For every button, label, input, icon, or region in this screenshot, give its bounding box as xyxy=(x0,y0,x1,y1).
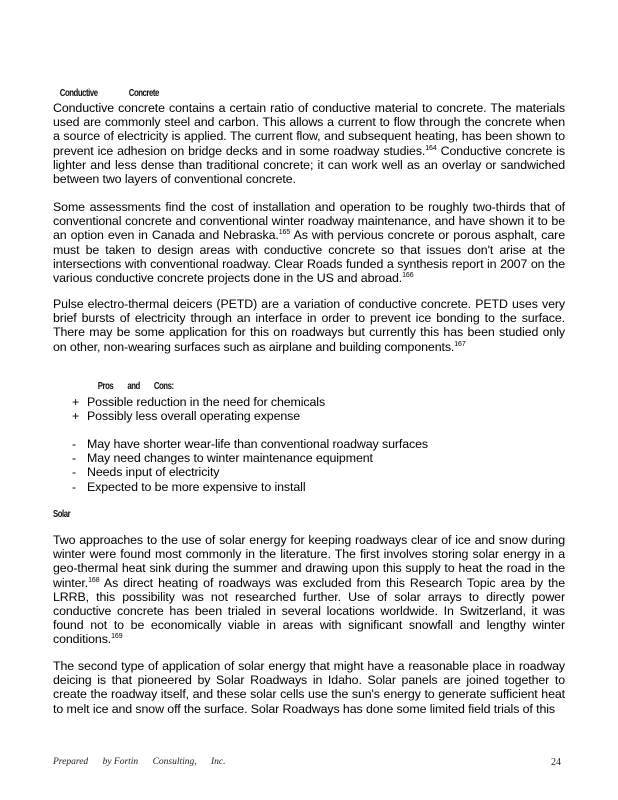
heading-word: and xyxy=(127,381,140,392)
footer-word: by Fortin xyxy=(102,757,139,767)
con-item-text: May have shorter wear-life than conventional roadway surfaces xyxy=(87,437,429,451)
plus-marker: + xyxy=(72,395,80,409)
footnote-ref[interactable]: 164 xyxy=(425,144,437,152)
heading-word: Concrete xyxy=(128,88,159,99)
con-item-text: Expected to be more expensive to install xyxy=(87,479,306,494)
con-item xyxy=(72,437,428,451)
paragraph-conductive-intro xyxy=(53,101,565,186)
minus-marker: - xyxy=(72,479,77,494)
pros-list xyxy=(72,395,325,423)
paragraph-text: Conductive concrete contains a certain ratio of conductive material to concrete. The materials used are commonly steel and carbon. This allows a current to flow through the concrete when a source of electricity is applied. The current flow, and subsequent heating, has been shown to prevent ice adhesion on bridge decks and in some roadway studies. xyxy=(53,101,565,158)
page-number: 24 xyxy=(551,757,561,768)
paragraph-text: The second type of application of solar energy that might have a reasonable place in roadway deicing is that pioneered by Solar Roadways in Idaho. Solar panels are joined together to create the roadway itself, and these solar cells use the sun's energy to generate sufficient heat to melt ice and snow off the surface. Solar Roadways has done some limited field trials of this xyxy=(53,659,565,716)
paragraph-solar-roadways xyxy=(53,659,565,716)
footnote-ref[interactable]: 166 xyxy=(402,271,414,279)
paragraph-conductive-cost xyxy=(53,200,565,285)
footnote-ref[interactable]: 165 xyxy=(278,229,291,237)
footnote-ref[interactable]: 169 xyxy=(111,633,123,641)
paragraph-text: Pulse electro-thermal deicers (PETD) are a variation of conductive concrete. PETD uses very brief bursts of electricity through an interface in order to prevent ice bonding to the surface. There may be some application for this on roadways but currently this has been studied only on other, non-wearing surfaces such as airplane and building components. xyxy=(53,297,565,354)
minus-marker: - xyxy=(72,451,77,466)
footer-word: Consulting, xyxy=(152,757,197,767)
plus-marker: + xyxy=(72,409,80,424)
heading-word: Cons: xyxy=(153,381,174,392)
heading-word: Pros xyxy=(97,381,114,392)
con-item-text: May need changes to winter maintenance equipment xyxy=(87,451,373,466)
con-item xyxy=(72,480,428,494)
footer-word: Inc. xyxy=(211,757,226,767)
cons-list xyxy=(72,437,428,494)
footer-attribution xyxy=(53,757,238,767)
heading-word: Conductive xyxy=(59,88,98,99)
paragraph-text: As direct heating of roadways was excluded from this Research Topic area by the LRRB, this possibility was not researched further. Use of solar arrays to directly power conductive concrete has been trialed in several locations worldwide. In Switzerland, it was found not to be economically viable in areas with significant snowfall and lengthy winter conditions. xyxy=(53,575,565,647)
footer-word: Prepared xyxy=(53,757,89,767)
paragraph-text: As with pervious concrete or porous asphalt, care must be taken to design areas with conductive concrete so that issues don't arise at the intersections with conventional roadway. Clear Roads funded a synthesis report in 2007 on the various conductive concrete projects done in the US and abroad. xyxy=(53,228,565,286)
minus-marker: - xyxy=(72,437,77,451)
pro-item-text: Possible reduction in the need for chemicals xyxy=(87,395,326,409)
minus-marker: - xyxy=(72,465,77,480)
paragraph-solar-approaches xyxy=(53,533,565,647)
paragraph-text: Conductive concrete is lighter and less dense than traditional concrete; it can work well as an overlay or sandwiched between two layers of conventional concrete. xyxy=(53,143,565,187)
footnote-ref[interactable]: 167 xyxy=(454,340,466,348)
footnote-ref[interactable]: 168 xyxy=(88,576,100,584)
con-item xyxy=(72,451,428,465)
pro-item xyxy=(72,409,325,423)
pro-item xyxy=(72,395,325,409)
section-heading-solar: Solar xyxy=(53,509,71,520)
con-item-text: Needs input of electricity xyxy=(87,465,220,480)
paragraph-text: Two approaches to the use of solar energy for keeping roadways clear of ice and snow during winter were found most commonly in the literature. The first involves storing solar energy in a geo-thermal heat sink during the summer and drawing upon this supply to heat the road in the winter. xyxy=(53,533,565,590)
pro-item-text: Possibly less overall operating expense xyxy=(87,409,301,424)
page-footer xyxy=(53,757,561,767)
con-item xyxy=(72,465,428,479)
paragraph-petd xyxy=(53,297,565,354)
paragraph-text: Some assessments find the cost of installation and operation to be roughly two-thirds that of conventional concrete and conventional winter roadway maintenance, and have shown it to be an option even in Canada and Nebraska. xyxy=(53,200,565,243)
